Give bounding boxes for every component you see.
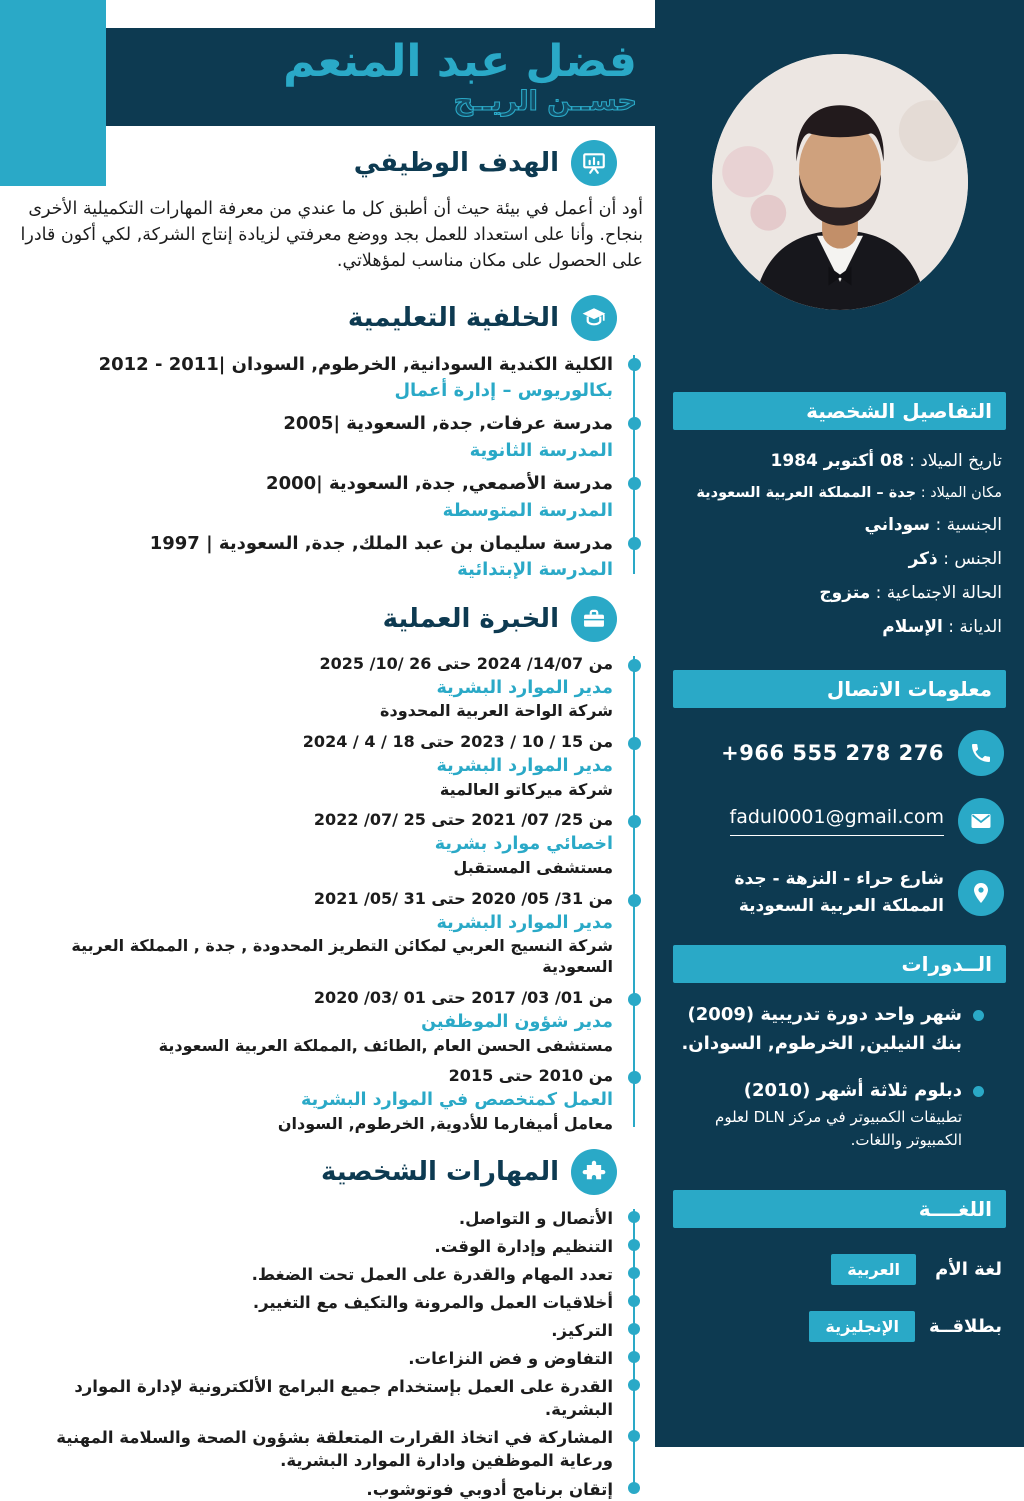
education-degree: المدرسة الثانوية: [469, 439, 613, 461]
personal-row-birthplace: [669, 478, 1002, 508]
experience-role: مدير الموارد البشرية: [436, 912, 613, 933]
experience-role: العمل كمتخصص في الموارد البشرية: [300, 1090, 613, 1111]
skill-item: [16, 1207, 613, 1230]
bullet-icon: [628, 1267, 640, 1279]
courses-header: الــدورات: [673, 945, 1006, 983]
education-heading: [0, 295, 655, 341]
address-text: [669, 866, 944, 919]
experience-period: من 25/ 07/ 2021 حتى 25 /07/ 2022: [313, 810, 613, 830]
experience-period: من 01/ 03/ 2017 حتى 01 /03/ 2020: [313, 987, 613, 1007]
graduation-cap-icon: [571, 295, 617, 341]
full-name: فضل عبد المنعم: [283, 36, 637, 87]
contact-info-header: معلومات الاتصال: [673, 670, 1006, 708]
education-timeline: [0, 349, 655, 582]
objective-title: الهدف الوظيفي: [353, 147, 559, 178]
experience-period: من 2010 حتى 2015: [448, 1066, 613, 1086]
timeline-dot-icon: [628, 417, 641, 430]
bullet-icon: [628, 1211, 640, 1223]
timeline-dot-icon: [628, 737, 641, 750]
education-school: مدرسة الأصمعي, جدة, السعودية |2000: [266, 473, 613, 495]
contact-row-address: [655, 866, 1024, 919]
experience-role: مدير الموارد البشرية: [436, 677, 613, 698]
skill-item: [16, 1347, 613, 1370]
education-degree: بكالوريوس – إدارة أعمال: [394, 380, 613, 402]
location-pin-icon: [958, 870, 1004, 916]
bullet-icon: [628, 1239, 640, 1251]
education-degree: المدرسة الإبتدائية: [457, 559, 613, 581]
skill-text: إتقان برنامج أدوبي فوتوشوب.: [366, 1479, 613, 1499]
skills-title: المهارات الشخصية: [321, 1156, 559, 1187]
email-address[interactable]: fadul0001@gmail.com: [730, 806, 944, 836]
briefcase-icon: [571, 596, 617, 642]
puzzle-icon: [571, 1149, 617, 1195]
experience-period: من 31/ 05/ 2020 حتى 31 /05/ 2021: [313, 888, 613, 908]
experience-role: مدير الموارد البشرية: [436, 755, 613, 776]
timeline-dot-icon: [628, 537, 641, 550]
education-title: الخلفية التعليمية: [347, 302, 559, 333]
bullet-icon: [628, 1430, 640, 1442]
language-level: لغة الأم: [935, 1259, 1002, 1281]
skill-item: [16, 1235, 613, 1258]
bullet-icon: [628, 1323, 640, 1335]
education-entry: [16, 412, 613, 462]
personal-label: الجنسية :: [935, 515, 1002, 536]
skill-text: التنظيم وإدارة الوقت.: [434, 1236, 613, 1256]
timeline-dot-icon: [628, 358, 641, 371]
bullet-icon: [628, 1351, 640, 1363]
personal-details-header: التفاصيل الشخصية: [673, 392, 1006, 430]
email-wrap: [669, 806, 944, 836]
language-badge: الإنجليزية: [809, 1311, 915, 1342]
name-header: [106, 28, 655, 126]
experience-timeline: [0, 650, 655, 1135]
skills-list: [0, 1203, 655, 1501]
personal-row-birthdate: [669, 444, 1002, 478]
bullet-icon: [628, 1295, 640, 1307]
course-item: [671, 1001, 984, 1059]
language-level: بطلاقــة: [929, 1316, 1002, 1338]
experience-entry: [16, 732, 613, 800]
education-school: مدرسة عرفات, جدة, السعودية |2005: [283, 413, 613, 435]
language-row-english: [655, 1311, 1024, 1342]
personal-label: الحالة الاجتماعية :: [875, 583, 1002, 604]
profile-photo: [712, 54, 968, 310]
skill-item: [16, 1478, 613, 1501]
objective-text: أود أن أعمل في بيئة حيث أن أطبق كل ما عندي من معرفة المهارات التكميلية الأخرى بنجاح. وأنا على استعداد للعمل بجد ووضع معرفتي لزيادة إنتاج الشركة, لكي أكون قادرا على الحصول على مكان مناسب لمؤهلاتي.: [20, 198, 643, 272]
section-experience: [0, 596, 655, 1135]
phone-icon: [958, 730, 1004, 776]
phone-number[interactable]: +966 555 278 276: [721, 741, 944, 766]
experience-organization: شركة الواحة العربية المحدودة: [380, 701, 613, 721]
personal-label: مكان الميلاد :: [920, 485, 1002, 501]
course-item: [671, 1077, 984, 1152]
timeline-line: [633, 656, 635, 1127]
bullet-icon: [973, 1010, 984, 1021]
chart-board-icon: [571, 140, 617, 186]
bullet-icon: [973, 1086, 984, 1097]
experience-entry: [16, 988, 613, 1056]
experience-entry: [16, 889, 613, 978]
timeline-dot-icon: [628, 659, 641, 672]
skill-item: [16, 1426, 613, 1472]
skill-text: أخلاقيات العمل والمرونة والتكيف مع التغيير.: [252, 1292, 613, 1312]
personal-row-nationality: [669, 508, 1002, 542]
skill-item: [16, 1291, 613, 1314]
language-header: اللغــــة: [673, 1190, 1006, 1228]
experience-entry: [16, 810, 613, 878]
experience-organization: شركة النسيج العربي لمكائن التطريز المحدودة , جدة , المملكة العربية السعودية: [71, 936, 613, 977]
address-line-1: شارع حراء - النزهة - جدة: [734, 869, 944, 890]
sidebar: [655, 0, 1024, 1447]
experience-organization: شركة ميركاتو العالمية: [439, 779, 613, 799]
education-entry: [16, 353, 613, 403]
skill-item: [16, 1319, 613, 1342]
experience-entry: [16, 1066, 613, 1134]
skill-text: تعدد المهام والقدرة على العمل تحت الضغط.: [251, 1264, 613, 1284]
timeline-dot-icon: [628, 993, 641, 1006]
education-entry: [16, 532, 613, 582]
personal-row-marital-status: [669, 576, 1002, 610]
contact-row-email: [655, 798, 1024, 844]
personal-value: جدة – المملكة العربية السعودية: [696, 485, 917, 501]
section-skills: [0, 1149, 655, 1501]
timeline-dot-icon: [628, 815, 641, 828]
personal-label: تاريخ الميلاد :: [909, 451, 1002, 471]
personal-details-list: [655, 430, 1024, 644]
personal-value: ذكر: [908, 549, 938, 570]
experience-organization: مستشفى المستقبل: [453, 858, 613, 878]
skills-heading: [0, 1149, 655, 1195]
language-badge: العربية: [831, 1254, 916, 1285]
personal-label: الديانة :: [948, 617, 1002, 638]
education-degree: المدرسة المتوسطة: [442, 499, 613, 521]
personal-value: متزوج: [819, 583, 871, 604]
bullet-icon: [628, 1482, 640, 1494]
timeline-dot-icon: [628, 477, 641, 490]
experience-organization: معامل أميفارما للأدوية, الخرطوم, السودان: [277, 1113, 613, 1133]
personal-value: سوداني: [864, 515, 931, 536]
skill-text: القدرة على العمل بإستخدام جميع البرامج الألكترونية لإدارة الموارد البشرية.: [74, 1377, 613, 1420]
education-school: الكلية الكندية السودانية, الخرطوم, السودان |2011 - 2012: [98, 353, 613, 375]
education-school: مدرسة سليمان بن عبد الملك, جدة, السعودية | 1997: [149, 533, 613, 554]
personal-label: الجنس :: [943, 549, 1002, 570]
skill-text: التركيز.: [551, 1321, 613, 1341]
experience-role: اخصائي موارد بشرية: [434, 834, 613, 855]
personal-row-gender: [669, 542, 1002, 576]
skill-item: [16, 1375, 613, 1421]
experience-heading: [0, 596, 655, 642]
address-line-2: المملكة العربية السعودية: [738, 895, 944, 916]
avatar: [712, 54, 968, 310]
course-title: شهر واحد دورة تدريبية (2009): [687, 1004, 962, 1026]
skill-item: [16, 1263, 613, 1286]
experience-organization: مستشفى الحسن العام ,الطائف ,المملكة العربية السعودية: [158, 1035, 613, 1055]
personal-row-religion: [669, 610, 1002, 644]
section-education: [0, 295, 655, 582]
contact-row-phone: [655, 730, 1024, 776]
course-title: دبلوم ثلاثة أشهر (2010): [743, 1079, 962, 1101]
language-row-arabic: [655, 1254, 1024, 1285]
course-detail: بنك النيلين, الخرطوم, السودان.: [681, 1032, 962, 1054]
personal-value: 08 أكتوبر 1984: [770, 451, 904, 471]
education-entry: [16, 472, 613, 522]
surname: حســن الريــح: [453, 85, 637, 117]
experience-period: من 15 / 10 / 2023 حتى 18 / 4 / 2024: [302, 732, 613, 752]
experience-title: الخبرة العملية: [382, 603, 559, 634]
bullet-icon: [628, 1379, 640, 1391]
course-detail: تطبيقات الكمبيوتر في مركز DLN لعلوم الكمبيوتر واللغات.: [715, 1107, 962, 1149]
corner-accent-square: [0, 0, 106, 186]
experience-period: من 14/07/ 2024 حتى 26 /10/ 2025: [319, 653, 613, 673]
skill-text: المشاركة في اتخاذ القرارت المتعلقة بشؤون الصحة والسلامة المهنية ورعاية الموظفين وادارة الموارد البشرية.: [56, 1428, 613, 1471]
timeline-dot-icon: [628, 894, 641, 907]
skill-text: التفاوض و فض النزاعات.: [408, 1349, 613, 1369]
experience-role: مدير شؤون الموظفين: [421, 1011, 613, 1032]
timeline-dot-icon: [628, 1071, 641, 1084]
experience-entry: [16, 654, 613, 722]
personal-value: الإسلام: [882, 617, 943, 638]
envelope-icon: [958, 798, 1004, 844]
skill-text: الأتصال و التواصل.: [458, 1208, 613, 1228]
